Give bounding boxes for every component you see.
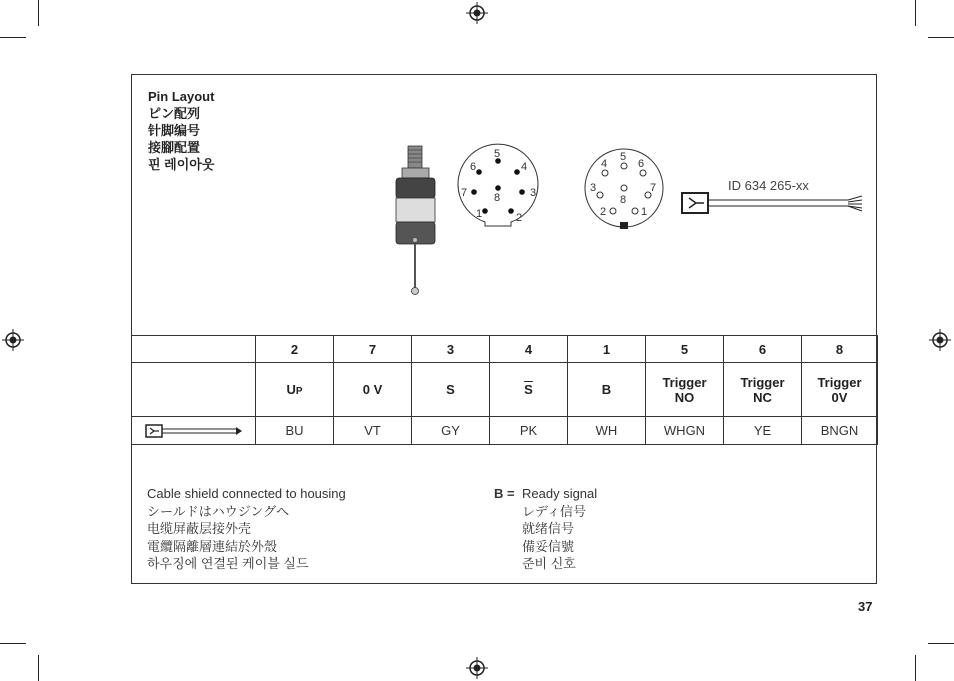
shield-note-zh-cn: 电缆屏蔽层接外壳	[147, 521, 252, 536]
connector-diagram	[380, 140, 870, 300]
ready-note-zh-cn: 就绪信号	[522, 521, 575, 536]
table-header-empty	[132, 336, 256, 363]
b-key-label: B =	[494, 486, 515, 501]
crop-mark	[928, 37, 954, 38]
pin-table	[131, 335, 878, 445]
cable-illustration	[682, 193, 862, 213]
wire-color-cell: PK	[490, 417, 568, 445]
right-pin-label: 8	[620, 194, 627, 206]
shield-note-en: Cable shield connected to housing	[147, 486, 346, 501]
wire-color-cell: BU	[256, 417, 334, 445]
right-pin-label: 4	[601, 158, 608, 170]
ready-note-ko: 준비 신호	[522, 556, 576, 571]
shield-note-zh-tw: 電纜隔離層連結於外殼	[147, 538, 278, 554]
connector-right	[585, 149, 663, 229]
crop-mark	[38, 655, 39, 681]
signal-row	[132, 363, 878, 417]
pin-number-cell: 1	[568, 336, 646, 363]
pin-number-cell: 3	[412, 336, 490, 363]
pin-number-cell: 4	[490, 336, 568, 363]
right-pin-label: 3	[590, 182, 597, 194]
pin-number-cell: 2	[256, 336, 334, 363]
probe-illustration	[396, 146, 435, 295]
ready-note-zh-tw: 備妥信號	[522, 538, 575, 554]
wire-color-cell: WHGN	[646, 417, 724, 445]
crop-mark	[915, 0, 916, 26]
signal-cell: 0 V	[334, 363, 412, 417]
title-zh-cn: 针脚编号	[148, 123, 201, 138]
wire-color-cell: VT	[334, 417, 412, 445]
signal-cell: $\overline{S}$	[490, 363, 568, 417]
right-pin-label: 1	[641, 206, 648, 218]
cable-icon-cell	[132, 417, 256, 445]
signal-cell: Trigger 0V	[802, 363, 878, 417]
title-zh-tw: 接腳配置	[148, 140, 201, 155]
registration-mark-icon	[466, 2, 488, 24]
left-pin-label: 3	[530, 187, 537, 199]
registration-mark-icon	[929, 329, 951, 351]
crop-mark	[0, 37, 26, 38]
ready-note-en: Ready signal	[522, 486, 598, 501]
left-pin-label: 7	[461, 187, 468, 199]
wire-color-cell: BNGN	[802, 417, 878, 445]
left-pin-label: 2	[516, 212, 523, 224]
title-ja: ピン配列	[148, 106, 201, 121]
crop-mark	[38, 0, 39, 26]
left-pin-label: 6	[470, 161, 477, 173]
pin-number-row	[132, 336, 878, 363]
wire-color-cell: YE	[724, 417, 802, 445]
ready-note-ja: レディ信号	[522, 503, 586, 519]
left-pin-label: 8	[494, 192, 501, 204]
title-en: Pin Layout	[148, 89, 215, 104]
left-pin-label: 5	[494, 148, 501, 160]
title-ko: 핀 레이아웃	[148, 157, 215, 172]
connector-left	[458, 144, 538, 226]
right-pin-label: 6	[638, 158, 645, 170]
wire-color-cell: GY	[412, 417, 490, 445]
shield-note-ja: シールドはハウジングへ	[147, 503, 290, 519]
signal-cell: Trigger NC	[724, 363, 802, 417]
right-pin-label: 2	[600, 206, 607, 218]
crop-mark	[915, 655, 916, 681]
left-pin-label: 1	[476, 208, 483, 220]
pin-number-cell: 7	[334, 336, 412, 363]
ready-signal-note	[522, 485, 597, 573]
left-pin-label: 4	[521, 161, 528, 173]
crop-mark	[928, 643, 954, 644]
signal-cell: B	[568, 363, 646, 417]
pin-number-cell: 5	[646, 336, 724, 363]
registration-mark-icon	[2, 329, 24, 351]
signal-header-empty	[132, 363, 256, 417]
registration-mark-icon	[466, 657, 488, 679]
signal-cell: S	[412, 363, 490, 417]
right-pin-label: 7	[650, 182, 657, 194]
pin-number-cell: 8	[802, 336, 878, 363]
right-pin-label: 5	[620, 151, 627, 163]
pin-layout-title	[148, 88, 214, 173]
shield-note	[147, 485, 346, 573]
page-number: 37	[858, 599, 873, 614]
cable-id-label: ID 634 265-xx	[728, 178, 809, 193]
crop-mark	[0, 643, 26, 644]
cable-icon	[144, 423, 244, 439]
wire-color-row	[132, 417, 878, 445]
wire-color-cell: WH	[568, 417, 646, 445]
shield-note-ko: 하우징에 연결된 케이블 실드	[147, 556, 309, 571]
signal-cell: UP	[256, 363, 334, 417]
pin-number-cell: 6	[724, 336, 802, 363]
signal-cell: Trigger NO	[646, 363, 724, 417]
